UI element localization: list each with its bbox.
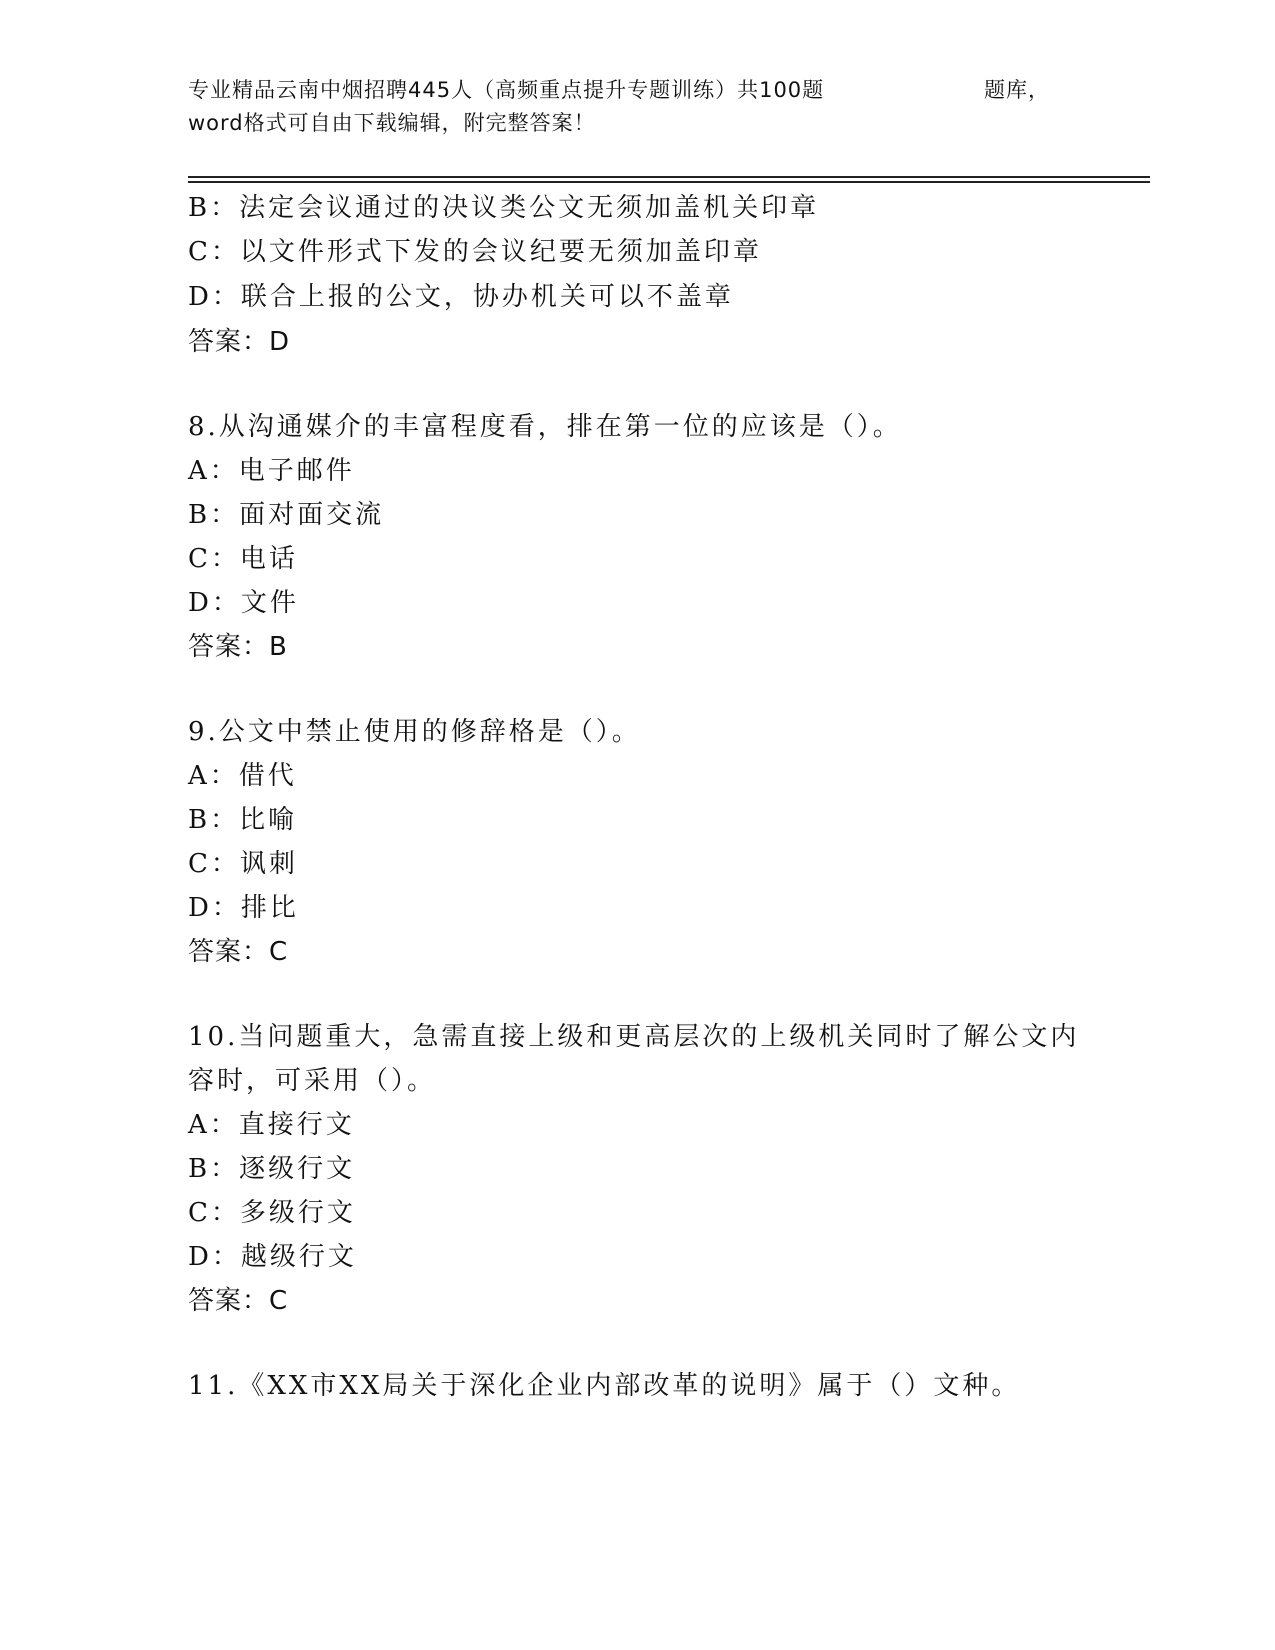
option-d: D：排比 xyxy=(188,893,299,923)
option-d: D：越级行文 xyxy=(188,1242,357,1272)
option-c: C：讽刺 xyxy=(188,849,298,879)
option-b: B：逐级行文 xyxy=(188,1154,356,1184)
header-title-suffix: 题库， xyxy=(984,78,1050,102)
option-c: C：多级行文 xyxy=(188,1198,356,1228)
answer: 答案：B xyxy=(188,632,288,662)
option-d: D：联合上报的公文，协办机关可以不盖章 xyxy=(188,282,734,312)
question-stem: 10.当问题重大，急需直接上级和更高层次的上级机关同时了解公文内 xyxy=(188,1022,1080,1052)
option-c: C：以文件形式下发的会议纪要无须加盖印章 xyxy=(188,237,762,267)
answer: 答案：C xyxy=(188,1286,289,1316)
document-header xyxy=(188,74,1088,140)
answer: 答案：C xyxy=(188,937,289,967)
header-divider-bottom xyxy=(188,181,1150,183)
header-divider-top xyxy=(188,176,1150,178)
answer: 答案：D xyxy=(188,327,291,357)
header-line-1 xyxy=(188,74,1088,107)
option-b: B：面对面交流 xyxy=(188,500,385,530)
question-stem-continued: 容时，可采用（）。 xyxy=(188,1066,437,1096)
header-subtitle: word格式可自由下载编辑，附完整答案！ xyxy=(188,111,596,135)
option-a: A：电子邮件 xyxy=(188,456,355,486)
option-c: C：电话 xyxy=(188,544,298,574)
option-a: A：借代 xyxy=(188,761,297,791)
question-stem: 11.《XX市XX局关于深化企业内部改革的说明》属于（）文种。 xyxy=(188,1371,1021,1401)
question-stem: 9.公文中禁止使用的修辞格是（）。 xyxy=(188,717,641,747)
option-d: D：文件 xyxy=(188,588,299,618)
option-b: B：比喻 xyxy=(188,805,298,835)
question-stem: 8.从沟通媒介的丰富程度看，排在第一位的应该是（）。 xyxy=(188,412,902,442)
header-title: 专业精品云南中烟招聘445人（高频重点提升专题训练）共100题 xyxy=(188,78,825,102)
option-a: A：直接行文 xyxy=(188,1110,355,1140)
option-b: B：法定会议通过的决议类公文无须加盖机关印章 xyxy=(188,193,820,223)
